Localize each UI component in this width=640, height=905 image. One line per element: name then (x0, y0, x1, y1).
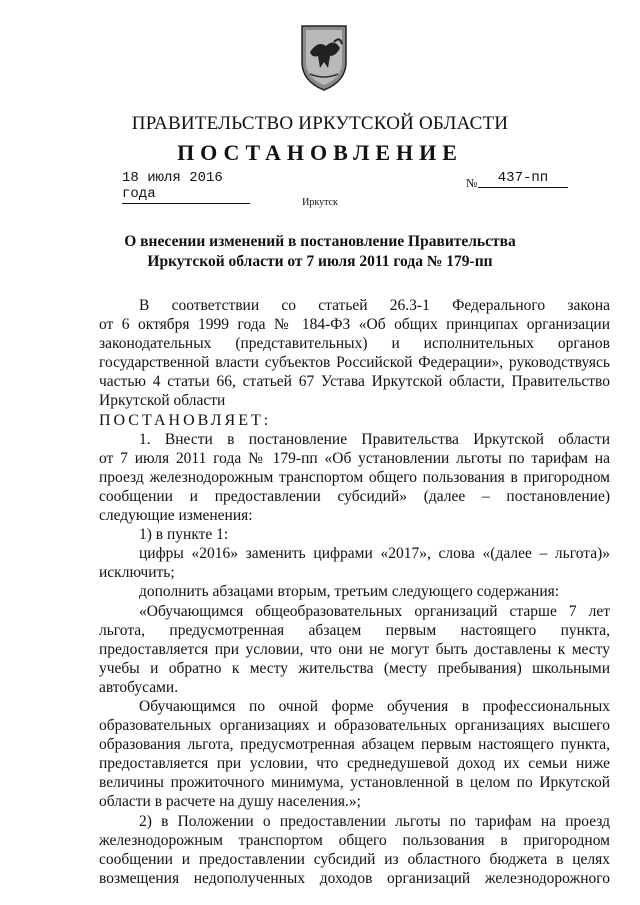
text-line: «Обучающимся общеобразовательных организаций старше 7 лет (139, 602, 610, 620)
text-line: автобусами. (99, 678, 179, 696)
text-line: Иркутской области (99, 392, 226, 410)
text-line: образовательных организациях и образовательных организациях высшего (99, 717, 610, 735)
coat-of-arms-icon (296, 22, 352, 92)
text-line: цифры «2016» заменить цифрами «2017», слова «(далее – льгота)» (139, 545, 610, 563)
government-title: ПРАВИТЕЛЬСТВО ИРКУТСКОЙ ОБЛАСТИ (131, 113, 509, 134)
text-line: 2) в Положении о предоставлении льготы по тарифам на проезд (139, 812, 610, 830)
text-line: сообщении и предоставлении субсидий» (далее – постановление) (99, 487, 610, 505)
text-line: предоставляется при условии, что среднедушевой доход их семьи ниже (99, 755, 610, 773)
text-line: 1) в пункте 1: (139, 526, 229, 544)
text-line: льгота, предусмотренная абзацем первым настоящего пункта, (99, 621, 610, 639)
document-type: ПОСТАНОВЛЕНИЕ (177, 140, 463, 165)
text-line: проезд железнодорожным транспортом общего пользования в пригородном (99, 468, 610, 486)
document-subject: О внесении изменений в постановление Правительства Иркутской области от 7 июля 2011 года № 179-пп (124, 233, 516, 270)
document-body (99, 296, 610, 888)
number-sign: № (466, 176, 478, 190)
text-line: от 7 июля 2011 года № 179-пп «Об установлении льготы по тарифам на (99, 449, 610, 467)
resolves-heading: ПОСТАНОВЛЯЕТ: (99, 411, 272, 429)
text-line: государственной власти субъектов Российской Федерации», руководствуясь (99, 354, 610, 372)
text-line: В соответствии со статьей 26.3-1 Федерального закона (139, 297, 610, 314)
text-line: 1. Внести в постановление Правительства Иркутской области (139, 430, 610, 448)
text-line: возмещения недополученных доходов организаций железнодорожного (99, 869, 610, 887)
text-line: образования льгота, предусмотренная абзацем первым настоящего пункта, (99, 736, 610, 754)
text-line: Обучающимся по очной форме обучения в профессиональных (139, 697, 610, 715)
text-line: сообщении и предоставлении субсидий из областного бюджета в целях (99, 850, 610, 868)
text-line: учебы и обратно к месту жительства (месту пребывания) школьными (99, 659, 610, 677)
document-number: 437-пп (478, 170, 568, 188)
text-line: предоставляется при условии, что они не могут быть доставлены к месту (99, 640, 610, 658)
text-line: от 6 октября 1999 года № 184-ФЗ «Об общих принципах организации (99, 316, 610, 334)
text-line: законодательных (представительных) и исполнительных органов (99, 335, 610, 353)
text-line: дополнить абзацами вторым, третьим следующего содержания: (139, 583, 560, 601)
text-line: области в расчете на душу населения.»; (99, 793, 361, 811)
document-date: 18 июля 2016 года (122, 170, 250, 204)
text-line: железнодорожным транспортом общего пользования в пригородном (99, 831, 610, 849)
text-line: величины прожиточного минимума, установленной в целом по Иркутской (99, 774, 610, 792)
text-line: следующие изменения: (99, 507, 253, 525)
text-line: исключить; (99, 564, 175, 582)
text-line: частью 4 статьи 66, статьей 67 Устава Иркутской области, Правительство (99, 373, 610, 391)
city: Иркутск (302, 197, 338, 208)
